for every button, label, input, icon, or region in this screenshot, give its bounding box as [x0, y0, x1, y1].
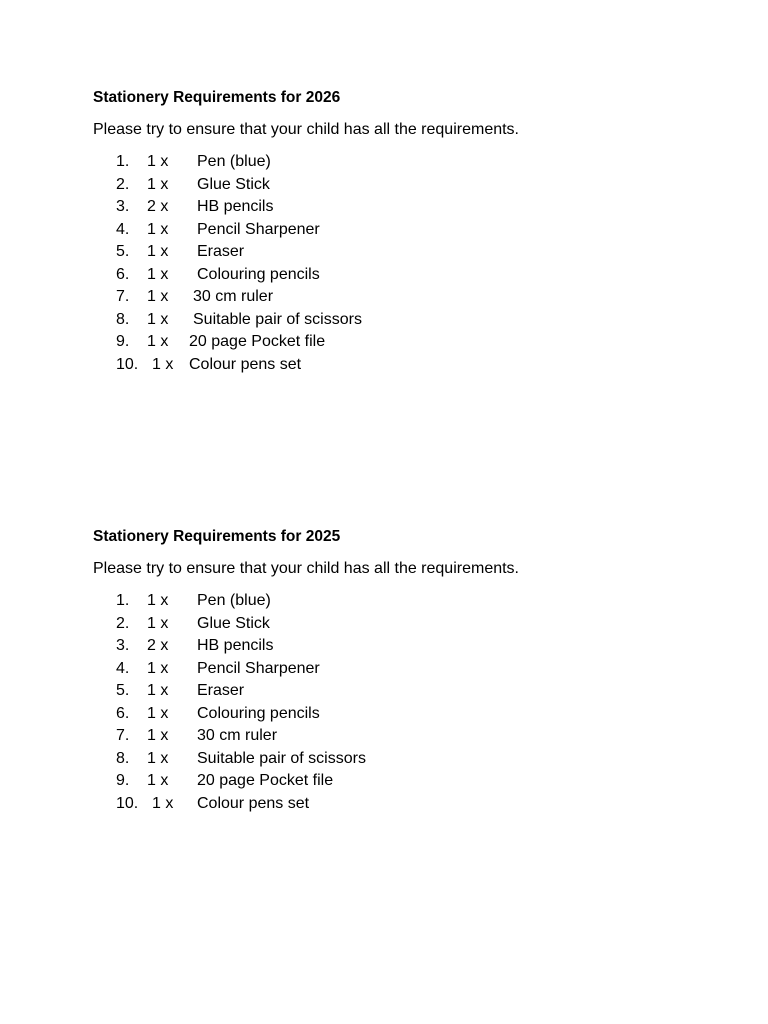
item-name: Pencil Sharpener — [197, 659, 320, 677]
item-quantity: 1 x — [147, 333, 169, 350]
item-name: Glue Stick — [197, 175, 270, 193]
list-item — [93, 264, 693, 287]
item-name: Colouring pencils — [197, 704, 320, 722]
item-quantity: 1 x — [152, 794, 174, 812]
item-number: 4. — [116, 220, 130, 238]
list-item — [93, 680, 693, 703]
item-name: Colour pens set — [197, 794, 310, 812]
section-intro: Please try to ensure that your child has all the requirements. — [93, 121, 519, 138]
item-quantity: 1 x — [147, 175, 169, 193]
item-quantity: 1 x — [147, 220, 169, 238]
item-quantity: 1 x — [147, 265, 169, 283]
item-quantity: 2 x — [147, 637, 169, 654]
list-item — [93, 613, 693, 636]
requirements-section-2026 — [93, 88, 693, 392]
section-intro: Please try to ensure that your child has all the requirements. — [93, 560, 519, 577]
item-number: 7. — [116, 727, 130, 744]
item-number: 8. — [116, 310, 130, 328]
item-number: 3. — [116, 198, 130, 215]
requirements-section-2025 — [93, 527, 693, 831]
list-item — [93, 309, 693, 332]
list-item — [93, 331, 693, 354]
item-number: 10. — [116, 355, 139, 373]
item-quantity: 1 x — [147, 614, 169, 632]
item-name: Glue Stick — [197, 614, 270, 632]
item-quantity: 1 x — [147, 727, 169, 744]
item-quantity: 1 x — [147, 592, 169, 609]
item-number: 9. — [116, 333, 130, 350]
list-item — [93, 748, 693, 771]
item-name: 20 page Pocket file — [197, 772, 334, 789]
item-name: Pencil Sharpener — [197, 220, 320, 238]
item-number: 5. — [116, 682, 130, 699]
item-number: 1. — [116, 592, 130, 609]
item-quantity: 1 x — [147, 749, 169, 767]
item-number: 7. — [116, 288, 130, 305]
item-number: 8. — [116, 749, 130, 767]
list-item — [93, 703, 693, 726]
item-name: Eraser — [197, 243, 245, 260]
list-item — [93, 196, 693, 219]
item-name: 30 cm ruler — [197, 727, 278, 744]
item-quantity: 1 x — [147, 704, 169, 722]
item-quantity: 1 x — [147, 659, 169, 677]
item-number: 3. — [116, 637, 130, 654]
item-name: Suitable pair of scissors — [193, 310, 362, 328]
item-quantity: 1 x — [152, 355, 174, 373]
item-name: Pen (blue) — [197, 592, 271, 609]
list-item — [93, 286, 693, 309]
item-name: 20 page Pocket file — [189, 333, 326, 350]
item-number: 10. — [116, 794, 139, 812]
list-item — [93, 590, 693, 613]
list-item — [93, 241, 693, 264]
list-item — [93, 354, 693, 377]
item-name: HB pencils — [197, 637, 274, 654]
item-quantity: 2 x — [147, 198, 169, 215]
section-heading: Stationery Requirements for 2026 — [93, 89, 341, 106]
item-number: 4. — [116, 659, 130, 677]
item-quantity: 1 x — [147, 288, 169, 305]
list-item — [93, 770, 693, 793]
item-name: Eraser — [197, 682, 245, 699]
requirements-list — [93, 151, 693, 376]
list-item — [93, 151, 693, 174]
item-quantity: 1 x — [147, 310, 169, 328]
list-item — [93, 793, 693, 816]
item-quantity: 1 x — [147, 682, 169, 699]
item-name: Colouring pencils — [197, 265, 320, 283]
item-name: Suitable pair of scissors — [197, 749, 366, 767]
list-item — [93, 219, 693, 242]
item-quantity: 1 x — [147, 153, 169, 170]
item-name: HB pencils — [197, 198, 274, 215]
item-number: 6. — [116, 704, 130, 722]
item-quantity: 1 x — [147, 243, 169, 260]
item-name: 30 cm ruler — [193, 288, 274, 305]
item-number: 6. — [116, 265, 130, 283]
item-number: 2. — [116, 175, 130, 193]
item-quantity: 1 x — [147, 772, 169, 789]
list-item — [93, 635, 693, 658]
requirements-list — [93, 590, 693, 815]
list-item — [93, 658, 693, 681]
section-heading: Stationery Requirements for 2025 — [93, 528, 341, 545]
item-number: 1. — [116, 153, 130, 170]
list-item — [93, 174, 693, 197]
item-number: 5. — [116, 243, 130, 260]
list-item — [93, 725, 693, 748]
item-name: Pen (blue) — [197, 153, 271, 170]
item-name: Colour pens set — [189, 355, 302, 373]
item-number: 2. — [116, 614, 130, 632]
item-number: 9. — [116, 772, 130, 789]
